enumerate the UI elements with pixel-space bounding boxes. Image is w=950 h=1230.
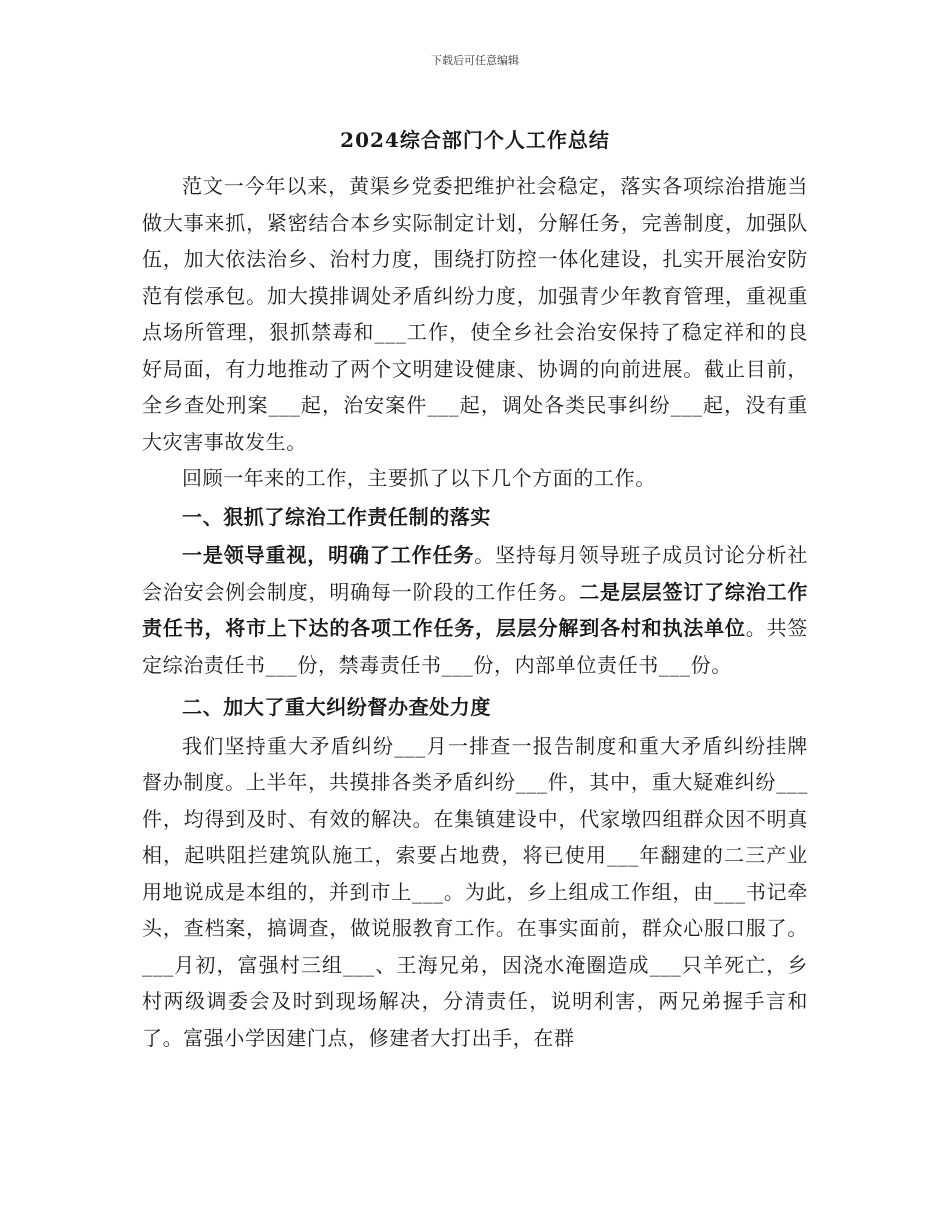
point-2-bold: 二是层层签订了综治工作责任书，将市上下达的各项工作任务，层层分解到各村和执法单位 [142, 579, 808, 640]
section-heading-2: 二、加大了重大纠纷督办查处力度 [182, 695, 491, 719]
paragraph-intro: 范文一今年以来，黄渠乡党委把维护社会稳定，落实各项综治措施当做大事来抓，紧密结合本乡实际制定计划，分解任务，完善制度，加强队伍，加大依法治乡、治村力度，围绕打防控一体化建设，扎实开展治安防范有偿承包。加大摸排调处矛盾纠纷力度，加强青少年教育管理，重视重点场所管理，狠抓禁毒和___工作，使全乡社会治安保持了稳定祥和的良好局面，有力地推动了两个文明建设健康、协调的向前进展。截止目前，全乡查处刑案___起，治安案件___起，调处各类民事纠纷___起，没有重大灾害事故发生。 [142, 174, 808, 454]
point-2-text: 。共签定综治责任书___份，禁毒责任书___份，内部单位责任书___份。 [142, 616, 808, 677]
paragraph-review: 回顾一年来的工作，主要抓了以下几个方面的工作。 [182, 466, 656, 490]
document-title: 2024综合部门个人工作总结 [340, 128, 610, 152]
paragraph-responsibility [142, 537, 808, 683]
section-heading-1: 一、狠抓了综治工作责任制的落实 [182, 504, 491, 529]
point-1-text: 。坚持每月领导班子成员讨论分析社会治安会例会制度，明确每一阶段的工作任务。 [142, 543, 808, 604]
paragraph-disputes: 我们坚持重大矛盾纠纷___月一排查一报告制度和重大矛盾纠纷挂牌督办制度。上半年，共摸排各类矛盾纠纷___件，其中，重大疑难纠纷___件，均得到及时、有效的解决。在集镇建设中，代家墩四组群众因不明真相，起哄阻拦建筑队施工，索要占地费，将已使用___年翻建的二三产业用地说成是本组的，并到市上___。为此，乡上组成工作组，由___书记牵头，查档案，搞调查，做说服教育工作。在事实面前，群众心服口服了。___月初，富强村三组___、王海兄弟，因浇水淹圈造成___只羊死亡，乡村两级调委会及时到现场解决，分清责任，说明利害，两兄弟握手言和了。富强小学因建门点，修建者大打出手，在群 [142, 733, 808, 1050]
document-body [142, 168, 808, 1056]
header-note: 下载后可任意编辑 [431, 54, 519, 67]
point-1-bold: 一是领导重视，明确了工作任务 [182, 543, 475, 567]
